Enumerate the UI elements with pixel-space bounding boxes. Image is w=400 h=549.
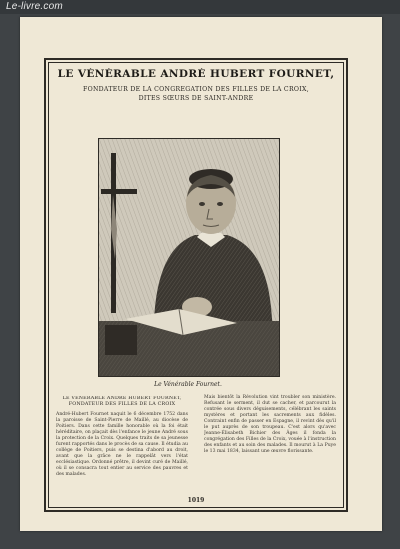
section-heading-line1: LE VÉNÉRABLE ANDRÉ HUBERT FOURNET, [62,396,182,401]
site-watermark: Le-livre.com [6,1,63,12]
article-subtitle-line2: DITES SŒURS DE SAINT-ANDRÉ [138,95,254,102]
text-column-left [56,396,188,496]
portrait-caption: Le Vénérable Fournet. [154,381,222,388]
scanned-page [20,17,382,531]
portrait-engraving [98,138,280,377]
top-bar [0,0,400,14]
article-frame [44,58,348,512]
body-text-left: André-Hubert Fournet naquit le 6 décembre 1752 dans la paroisse de Saint-Pierre de Maillé, au diocèse de Poitiers. Dans cette famille honorable où la foi était héréditaire, on plaçait dès l'enfance le jeune André sous la protection de la Croix. Quelques traits de sa jeunesse furent rapportés dans le procès de sa cause. Il étudia au collège de Poitiers, puis se destina d'abord au droit, avant que la grâce ne le rappelât vers l'état ecclésiastique. Ordonné prêtre, il devint curé de Maillé, où il se consacra tout entier au service des pauvres et des malades. [56,412,188,477]
text-column-right [204,391,336,499]
portrait-illustration [99,139,279,376]
page-number: 1019 [187,497,205,504]
article-title: LE VÉNÉRABLE ANDRÉ HUBERT FOURNET, [57,68,335,80]
body-text-right: Mais bientôt la Révolution vint troubler son ministère. Refusant le serment, il dut se cacher, et parcourut la contrée sous divers déguisements, célébrant les saints mystères et portant les sacrements aux fidèles. Contraint enfin de passer en Espagne, il revint dès qu'il le put auprès de son troupeau. C'est alors qu'avec Jeanne-Élisabeth Bichier des Âges il fonda la congrégation des Filles de la Croix, vouée à l'instruction des enfants et au soin des malades. Il mourut à La Puye le 13 mai 1834, laissant une œuvre florissante. [204,395,336,454]
article-subtitle-line1: FONDATEUR DE LA CONGRÉGATION DES FILLES DE LA CROIX, [82,86,309,93]
section-heading-line2: FONDATEUR DES FILLES DE LA CROIX [68,402,176,407]
